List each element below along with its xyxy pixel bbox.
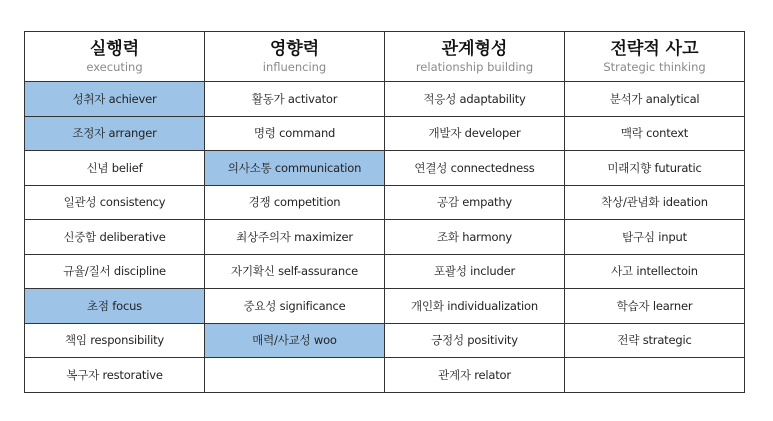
column-title-ko: 전략적 사고 — [610, 38, 699, 59]
column-title-en: relationship building — [415, 59, 534, 74]
strength-cell: 개인화 individualization — [385, 289, 565, 324]
strength-cell: 관계자 relator — [385, 358, 565, 393]
table-row — [25, 289, 745, 324]
column-title-en: executing — [86, 59, 143, 74]
strength-cell: 전략 strategic — [565, 323, 745, 358]
column-header-strategic-thinking — [565, 32, 745, 82]
strength-cell: 사고 intellectoin — [565, 254, 745, 289]
strength-cell — [205, 358, 385, 393]
table-row — [25, 151, 745, 186]
strength-cell: 긍정성 positivity — [385, 323, 565, 358]
strength-cell: 분석가 analytical — [565, 82, 745, 117]
strength-cell: 개발자 developer — [385, 116, 565, 151]
strength-cell: 조화 harmony — [385, 220, 565, 255]
column-title-en: Strategic thinking — [603, 59, 706, 74]
strength-cell: 적응성 adaptability — [385, 82, 565, 117]
strength-cell: 성취자 achiever — [25, 82, 205, 117]
column-header-influencing — [205, 32, 385, 82]
table-row — [25, 82, 745, 117]
header-row — [25, 32, 745, 82]
strength-cell: 연결성 connectedness — [385, 151, 565, 186]
strength-cell: 신중함 deliberative — [25, 220, 205, 255]
strength-cell — [565, 358, 745, 393]
table-row — [25, 358, 745, 393]
strength-cell: 활동가 activator — [205, 82, 385, 117]
strength-cell: 착상/관념화 ideation — [565, 185, 745, 220]
strength-cell: 중요성 significance — [205, 289, 385, 324]
strength-cell: 미래지향 futuratic — [565, 151, 745, 186]
strength-cell: 신념 belief — [25, 151, 205, 186]
column-title-ko: 영향력 — [269, 38, 320, 59]
strength-cell: 복구자 restorative — [25, 358, 205, 393]
table-row — [25, 220, 745, 255]
strength-cell: 매력/사교성 woo — [205, 323, 385, 358]
table-body — [25, 82, 745, 393]
column-title-ko: 관계형성 — [441, 38, 508, 59]
table-row — [25, 185, 745, 220]
strength-cell: 맥락 context — [565, 116, 745, 151]
table-row — [25, 254, 745, 289]
strength-cell: 공감 empathy — [385, 185, 565, 220]
strength-cell: 경쟁 competition — [205, 185, 385, 220]
strength-cell: 규율/질서 discipline — [25, 254, 205, 289]
strength-cell: 책임 responsibility — [25, 323, 205, 358]
column-header-relationship-building — [385, 32, 565, 82]
strength-cell: 명령 command — [205, 116, 385, 151]
strength-cell: 일관성 consistency — [25, 185, 205, 220]
strength-cell: 학습자 learner — [565, 289, 745, 324]
strength-cell: 초점 focus — [25, 289, 205, 324]
column-title-en: influencing — [262, 59, 327, 74]
strength-cell: 탐구심 input — [565, 220, 745, 255]
strength-cell: 의사소통 communication — [205, 151, 385, 186]
strength-cell: 자기확신 self-assurance — [205, 254, 385, 289]
strength-cell: 조정자 arranger — [25, 116, 205, 151]
strength-cell: 포괄성 includer — [385, 254, 565, 289]
table-row — [25, 116, 745, 151]
table-row — [25, 323, 745, 358]
column-title-ko: 실행력 — [89, 38, 140, 59]
strengths-table — [24, 31, 745, 393]
column-header-executing — [25, 32, 205, 82]
strength-cell: 최상주의자 maximizer — [205, 220, 385, 255]
